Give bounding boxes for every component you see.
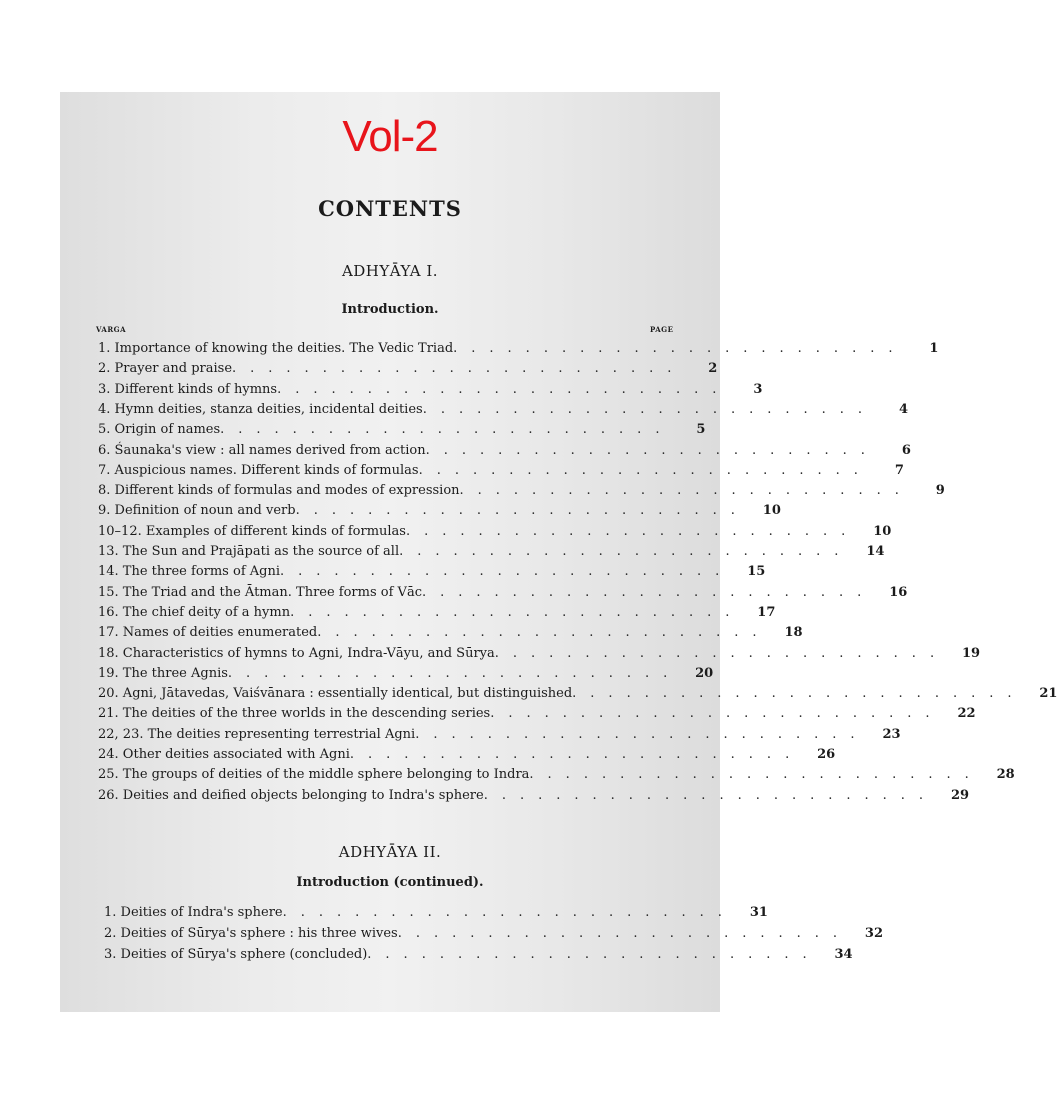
entry-page-number: 9 [935, 483, 945, 499]
contents-entry [98, 562, 766, 582]
dot-leader: ......................... [232, 361, 686, 377]
page-title: CONTENTS [318, 196, 462, 221]
dot-leader: ......................... [529, 767, 983, 783]
entry-title: 3. Deities of Sūrya's sphere (concluded) [104, 947, 368, 962]
entry-page-number: 16 [889, 584, 908, 600]
entry-page-number: 19 [961, 645, 981, 661]
entry-page-number: 5 [696, 422, 706, 438]
contents-entry [98, 704, 976, 724]
entry-title: 26. Deities and deified objects belonging to Indra's sphere [98, 787, 484, 803]
entry-title: 20. Agni, Jātavedas, Vaiśvānara : essentially identical, but distinguished [98, 686, 573, 702]
entry-page-number: 10 [762, 503, 781, 519]
entry-title: 15. The Triad and the Ātman. Three forms of Vāc [98, 584, 422, 600]
entry-title: 14. The three forms of Agni [98, 564, 280, 580]
entry-page-number: 4 [898, 401, 909, 417]
entry-page-number: 17 [757, 604, 776, 620]
contents-entry [98, 725, 901, 745]
entry-page-number: 6 [901, 442, 911, 458]
entry-page-number: 7 [894, 462, 904, 478]
entry-title: 9. Definition of noun and verb [98, 503, 296, 519]
contents-entry [98, 481, 945, 501]
entry-page-number: 23 [882, 726, 901, 742]
section-heading: ADHYĀYA I. [341, 262, 439, 280]
entry-title: 24. Other deities associated with Agni [98, 747, 350, 762]
contents-entry [104, 945, 853, 965]
entry-page-number: 31 [749, 905, 768, 920]
dot-leader: ......................... [349, 747, 804, 762]
entry-page-number: 2 [708, 361, 718, 377]
entry-title: 1. Importance of knowing the deities. The Vedic Triad [98, 341, 454, 356]
entry-title: 10–12. Examples of different kinds of formulas [98, 523, 406, 539]
dot-leader: ......................... [397, 926, 852, 941]
dot-leader: ......................... [453, 341, 907, 356]
contents-entry [98, 461, 904, 481]
entry-title: 6. Śaunaka's view : all names derived from action [98, 442, 426, 458]
dot-leader: ......................... [422, 401, 877, 417]
entry-page-number: 20 [695, 665, 714, 681]
dot-leader: ......................... [494, 645, 949, 661]
contents-entry [98, 380, 763, 400]
entry-page-number: 15 [747, 564, 766, 580]
dot-leader: ......................... [459, 483, 913, 499]
entry-title: 3. Different kinds of hymns [98, 381, 278, 397]
dot-leader: ......................... [295, 503, 749, 519]
entry-page-number: 34 [834, 947, 853, 962]
dot-leader: ......................... [227, 665, 682, 681]
dot-leader: ......................... [421, 584, 876, 600]
entry-title: 25. The groups of deities of the middle sphere belonging to Indra [98, 767, 530, 783]
dot-leader: ......................... [220, 422, 674, 438]
dot-leader: ......................... [418, 462, 872, 478]
entry-title: 4. Hymn deities, stanza deities, incidental deities [98, 401, 423, 417]
contents-entry [104, 903, 768, 923]
contents-entry [98, 684, 1057, 704]
dot-leader: ......................... [399, 544, 853, 559]
dot-leader: ......................... [367, 947, 821, 962]
contents-entry [98, 501, 781, 521]
entry-page-number: 21 [1039, 686, 1057, 702]
entry-page-number: 10 [873, 523, 892, 539]
entry-title: 16. The chief deity of a hymn [98, 604, 291, 620]
entry-title: 17. Names of deities enumerated [98, 625, 318, 641]
contents-entry [98, 522, 892, 542]
dot-leader: ......................... [425, 442, 879, 458]
section-subheading: Introduction (continued). [296, 875, 484, 890]
section-subheading: Introduction. [341, 302, 439, 317]
dot-leader: ......................... [280, 564, 734, 580]
entry-page-number: 28 [996, 767, 1015, 783]
contents-entry [98, 542, 885, 562]
contents-entry [98, 786, 970, 806]
entry-page-number: 3 [753, 381, 763, 397]
entry-title: 5. Origin of names [98, 422, 221, 438]
dot-leader: ......................... [415, 726, 869, 742]
entry-title: 8. Different kinds of formulas and modes of expression [98, 483, 460, 499]
contents-entry [98, 359, 718, 379]
entry-page-number: 18 [784, 625, 803, 641]
contents-entry [98, 583, 908, 603]
entry-title: 18. Characteristics of hymns to Agni, Indra-Vāyu, and Sūrya [98, 645, 495, 661]
entry-page-number: 1 [929, 341, 939, 356]
contents-entry [98, 765, 1015, 785]
contents-entry [98, 400, 909, 420]
dot-leader: ......................... [483, 787, 938, 803]
entry-page-number: 32 [864, 926, 884, 941]
section-heading: ADHYĀYA II. [338, 843, 442, 861]
entry-title: 2. Deities of Sūrya's sphere : his three wives [104, 926, 398, 941]
entry-title: 19. The three Agnis [98, 665, 228, 681]
contents-entry [98, 644, 981, 664]
contents-entry [104, 924, 884, 944]
contents-entry [98, 664, 714, 684]
entry-page-number: 22 [957, 706, 976, 722]
entry-page-number: 26 [817, 747, 836, 762]
dot-leader: ......................... [290, 604, 744, 620]
dot-leader: ......................... [317, 625, 771, 641]
dot-leader: ......................... [572, 686, 1026, 702]
contents-entry [98, 420, 706, 440]
contents-entry [98, 339, 939, 359]
contents-entry [98, 603, 776, 623]
column-header-varga: VARGA [96, 325, 127, 334]
dot-leader: ......................... [282, 905, 736, 920]
entry-page-number: 29 [950, 787, 970, 803]
contents-entry [98, 441, 911, 461]
dot-leader: ......................... [405, 523, 860, 539]
entry-title: 22, 23. The deities representing terrestrial Agni [98, 726, 416, 742]
dot-leader: ......................... [277, 381, 731, 397]
volume-label: Vol-2 [342, 112, 438, 161]
contents-entry [98, 745, 836, 765]
column-header-page: PAGE [650, 325, 674, 334]
entry-title: 1. Deities of Indra's sphere [104, 905, 283, 920]
entry-title: 21. The deities of the three worlds in the descending series [98, 706, 491, 722]
entry-title: 7. Auspicious names. Different kinds of formulas [98, 462, 419, 478]
contents-entry [98, 623, 803, 643]
entry-title: 13. The Sun and Prajāpati as the source of all [98, 544, 400, 559]
entry-page-number: 14 [866, 544, 885, 559]
entry-title: 2. Prayer and praise [98, 361, 233, 377]
dot-leader: ......................... [490, 706, 944, 722]
